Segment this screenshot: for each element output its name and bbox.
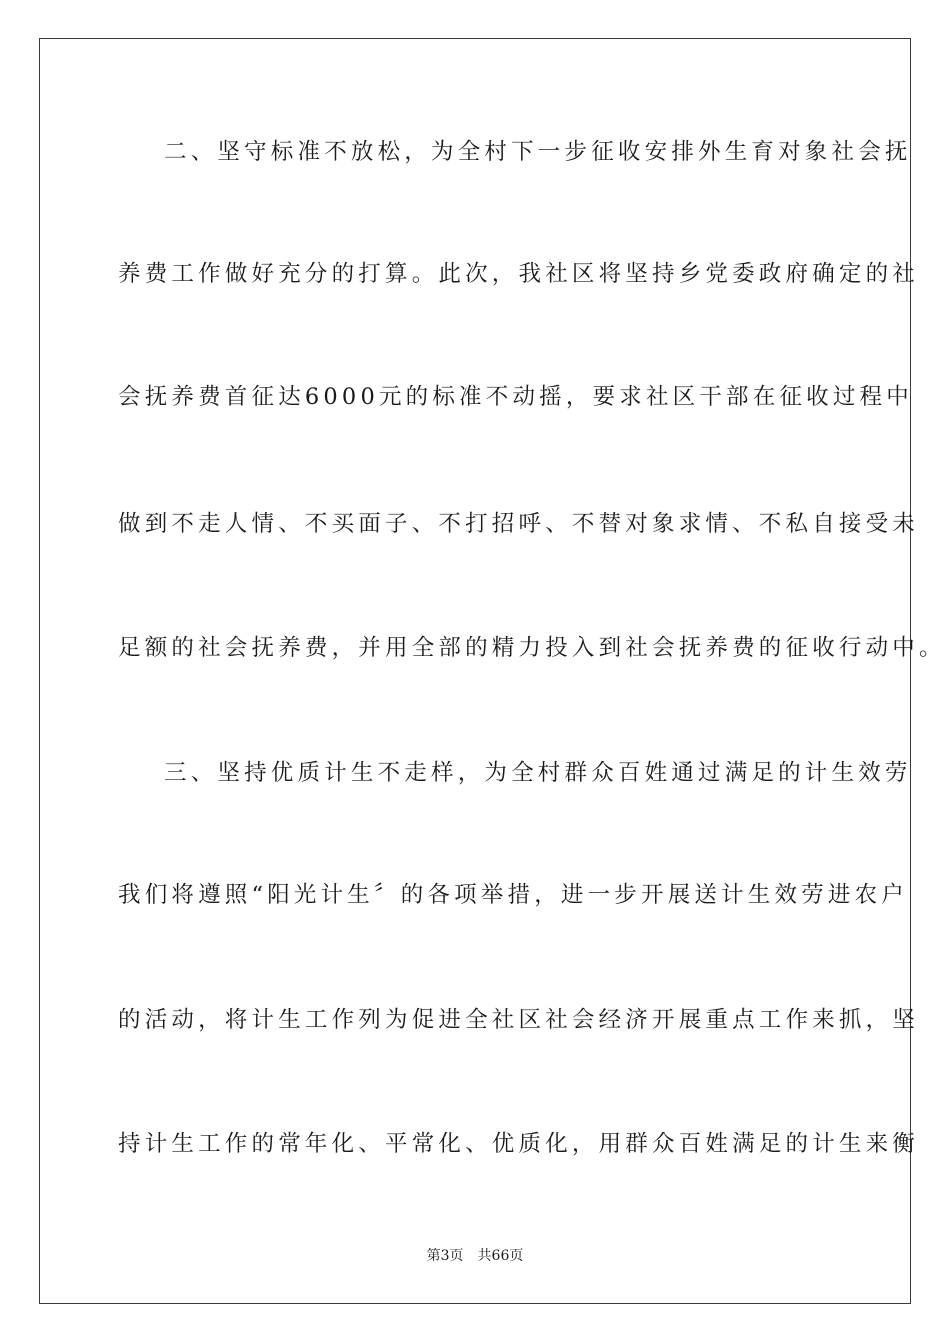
page-footer — [0, 1247, 950, 1265]
text-line: 会抚养费首征达6000元的标准不动摇，要求社区干部在征收过程中 — [118, 384, 913, 410]
text-line: 二、坚守标准不放松，为全村下一步征收安排外生育对象社会抚 — [164, 139, 912, 165]
text-line: 的活动，将计生工作列为促进全社区社会经济开展重点工作来抓，坚 — [118, 1007, 920, 1033]
page-number: 第3页 — [426, 1248, 464, 1264]
page-border — [39, 38, 946, 1304]
text-line: 三、坚持优质计生不走样，为全村群众百姓通过满足的计生效劳 — [164, 760, 912, 786]
text-line: 养费工作做好充分的打算。此次，我社区将坚持乡党委政府确定的社 — [118, 261, 920, 287]
text-line: 我们将遵照“阳光计生〞的各项举措，进一步开展送计生效劳进农户 — [118, 882, 909, 908]
page-total: 共66页 — [477, 1248, 524, 1264]
text-line: 做到不走人情、不买面子、不打招呼、不替对象求情、不私自接受未 — [118, 511, 920, 537]
text-line: 持计生工作的常年化、平常化、优质化，用群众百姓满足的计生来衡 — [118, 1131, 920, 1157]
text-line: 足额的社会抚养费，并用全部的精力投入到社会抚养费的征收行动中。 — [118, 635, 946, 661]
